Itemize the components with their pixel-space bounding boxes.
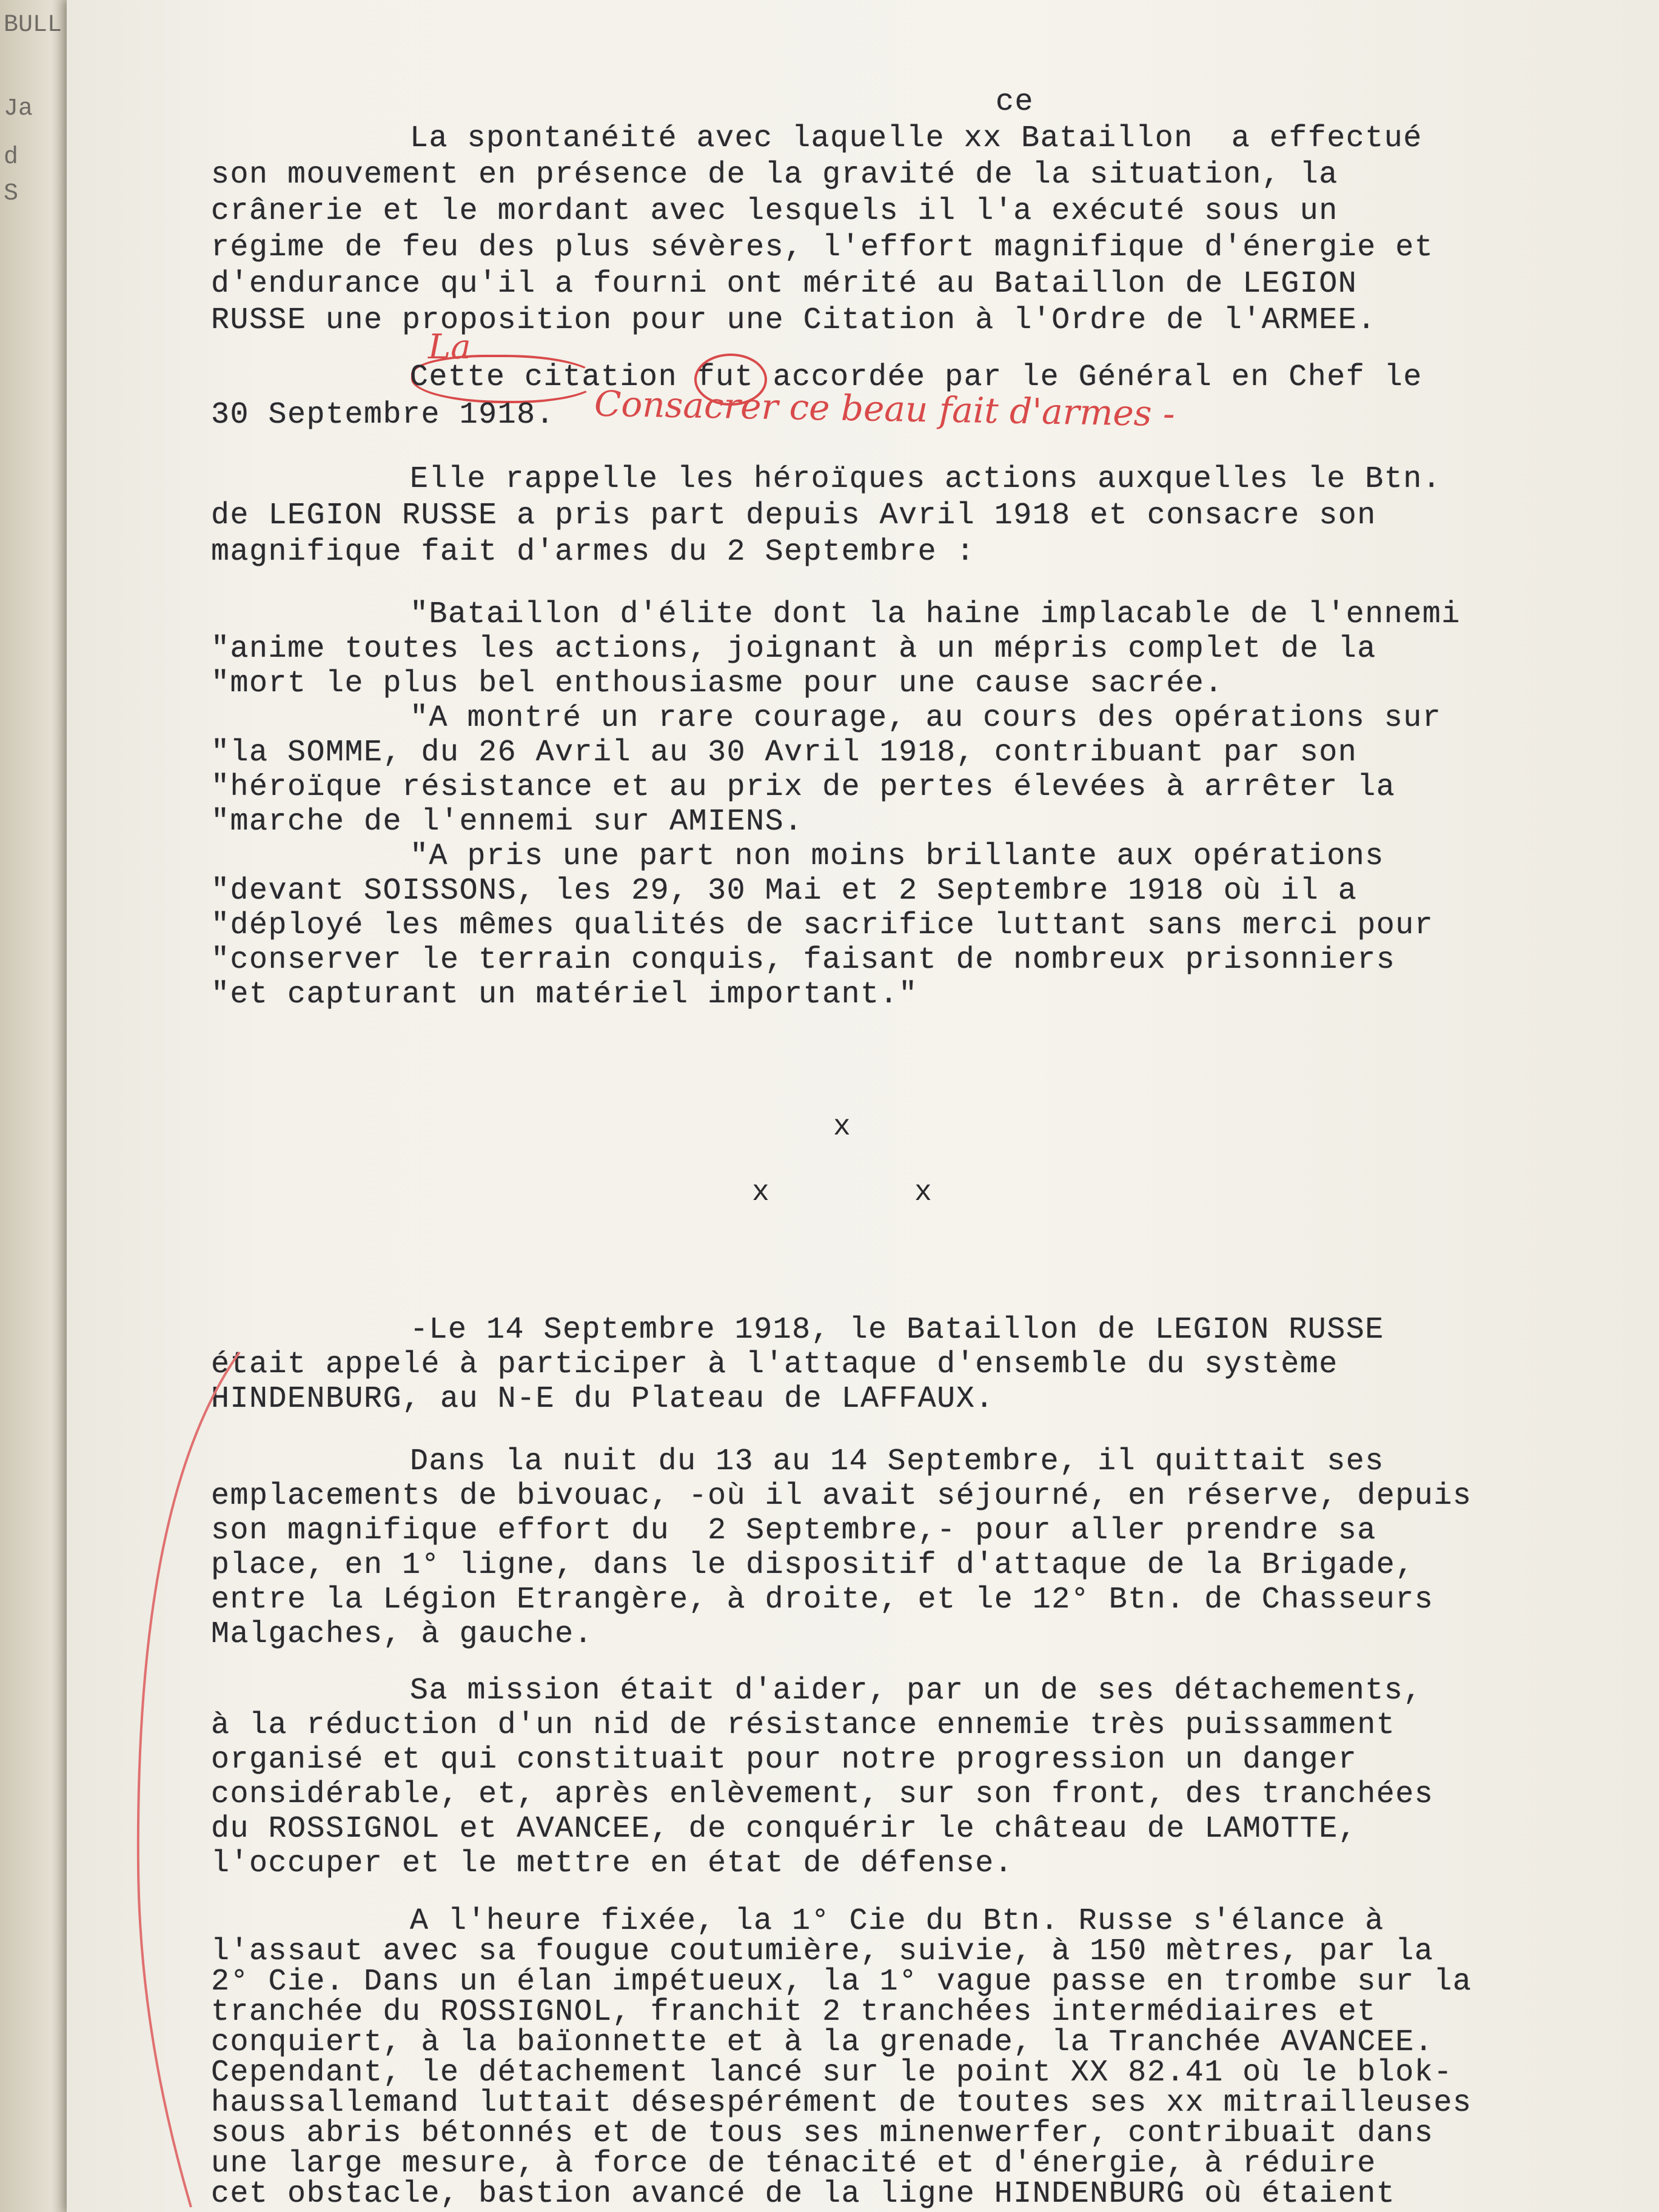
- p5-line: Dans la nuit du 13 au 14 Septembre, il quittait ses: [410, 1444, 1384, 1479]
- quote-line: "héroïque résistance et au prix de pertes élevées à arrêter la: [211, 770, 1396, 805]
- p3-line: magnifique fait d'armes du 2 Septembre :: [211, 535, 976, 569]
- p2-line: Cette citation fut accordée par le Général en Chef le: [410, 360, 1423, 395]
- quote-line: "et capturant un matériel important.": [211, 977, 918, 1012]
- quote-line: "anime toutes les actions, joignant à un mépris complet de la: [211, 632, 1376, 666]
- red-margin-line: [67, 0, 321, 2212]
- quote-line: "devant SOISSONS, les 29, 30 Mai et 2 Septembre 1918 où il a: [211, 874, 1358, 908]
- p5-line: Malgaches, à gauche.: [211, 1617, 594, 1652]
- p6-line: Sa mission était d'aider, par un de ses détachements,: [410, 1674, 1423, 1708]
- typed-document-page: [67, 0, 1659, 2212]
- p4-line: était appelé à participer à l'attaque d'ensemble du système: [211, 1347, 1338, 1382]
- quote-line: "marche de l'ennemi sur AMIENS.: [211, 805, 803, 839]
- p1-line: d'endurance qu'il a fourni ont mérité au Bataillon de LEGION: [211, 267, 1358, 301]
- p1-line: RUSSE une proposition pour une Citation à l'Ordre de l'ARMEE.: [211, 303, 1376, 338]
- p5-line: place, en 1° ligne, dans le dispositif d'attaque de la Brigade,: [211, 1548, 1415, 1583]
- margin-fragment: BULL: [4, 12, 62, 39]
- p6-line: considérable, et, après enlèvement, sur son front, des tranchées: [211, 1777, 1434, 1812]
- p1-line: régime de feu des plus sévères, l'effort magnifique d'énergie et: [211, 230, 1434, 265]
- p7-line: sous abris bétonnés et de tous ses minenwerfer, contribuait dans: [211, 2116, 1434, 2151]
- p7-line: A l'heure fixée, la 1° Cie du Btn. Russe s'élance à: [410, 1904, 1384, 1939]
- p7-line: conquiert, à la baïonnette et à la grenade, la Tranchée AVANCEE.: [211, 2025, 1434, 2060]
- annotation-consacrer: Consacrer ce beau fait d'armes -: [594, 383, 1176, 435]
- quote-line: "A pris une part non moins brillante aux opérations: [410, 839, 1384, 874]
- p7-line: cet obstacle, bastion avancé de la ligne HINDENBURG où étaient: [211, 2177, 1396, 2211]
- separator-mark: x: [914, 1176, 932, 1209]
- p7-line: une large mesure, à force de ténacité et d'énergie, à réduire: [211, 2147, 1376, 2181]
- p1-line: La spontanéité avec laquelle xx Bataillon a effectué: [410, 121, 1423, 156]
- quote-line: "déployé les mêmes qualités de sacrifice luttant sans merci pour: [211, 908, 1434, 943]
- p7-line: Cependant, le détachement lancé sur le point XX 82.41 où le blok-: [211, 2056, 1453, 2090]
- margin-fragment: S: [4, 180, 19, 207]
- p7-line: l'assaut avec sa fougue coutumière, suivie, à 150 mètres, par la: [211, 1934, 1434, 1969]
- p3-line: de LEGION RUSSE a pris part depuis Avril 1918 et consacre son: [211, 498, 1376, 533]
- p5-line: entre la Légion Etrangère, à droite, et le 12° Btn. de Chasseurs: [211, 1583, 1434, 1617]
- p7-line: 2° Cie. Dans un élan impétueux, la 1° vague passe en trombe sur la: [211, 1965, 1472, 1999]
- p6-line: à la réduction d'un nid de résistance ennemie très puissamment: [211, 1708, 1396, 1743]
- p6-line: organisé et qui constituait pour notre progression un danger: [211, 1743, 1358, 1777]
- p6-line: l'occuper et le mettre en état de défense.: [211, 1846, 1014, 1881]
- underlying-page-edge: [0, 0, 73, 2212]
- p1-line: son mouvement en présence de la gravité de la situation, la: [211, 158, 1338, 192]
- p7-line: tranchée du ROSSIGNOL, franchit 2 tranchées intermédiaires et: [211, 1995, 1376, 2029]
- margin-fragment: Ja: [4, 95, 33, 122]
- separator-mark: x: [752, 1176, 769, 1209]
- p5-line: emplacements de bivouac, -où il avait séjourné, en réserve, depuis: [211, 1479, 1472, 1513]
- p6-line: du ROSSIGNOL et AVANCEE, de conquérir le château de LAMOTTE,: [211, 1812, 1358, 1846]
- insertion-ce: ce: [996, 85, 1034, 119]
- p5-line: son magnifique effort du 2 Septembre,- pour aller prendre sa: [211, 1513, 1376, 1548]
- quote-line: "A montré un rare courage, au cours des opérations sur: [410, 701, 1442, 736]
- p1-line: crânerie et le mordant avec lesquels il l'a exécuté sous un: [211, 194, 1338, 229]
- quote-line: "conserver le terrain conquis, faisant de nombreux prisonniers: [211, 943, 1396, 977]
- margin-fragment: d: [4, 144, 19, 171]
- p7-line: haussallemand luttait désespérément de toutes ses xx mitrailleuses: [211, 2086, 1472, 2120]
- quote-line: "Bataillon d'élite dont la haine implacable de l'ennemi: [410, 597, 1461, 632]
- p4-line: -Le 14 Septembre 1918, le Bataillon de LEGION RUSSE: [410, 1313, 1384, 1347]
- p3-line: Elle rappelle les héroïques actions auxquelles le Btn.: [410, 462, 1442, 497]
- p4-line: HINDENBURG, au N-E du Plateau de LAFFAUX.: [211, 1382, 994, 1416]
- quote-line: "mort le plus bel enthousiasme pour une cause sacrée.: [211, 666, 1224, 701]
- quote-line: "la SOMME, du 26 Avril au 30 Avril 1918, contribuant par son: [211, 736, 1358, 770]
- p2-line: 30 Septembre 1918.: [211, 398, 555, 432]
- separator-mark: x: [833, 1111, 851, 1144]
- annotation-la: La: [428, 327, 471, 367]
